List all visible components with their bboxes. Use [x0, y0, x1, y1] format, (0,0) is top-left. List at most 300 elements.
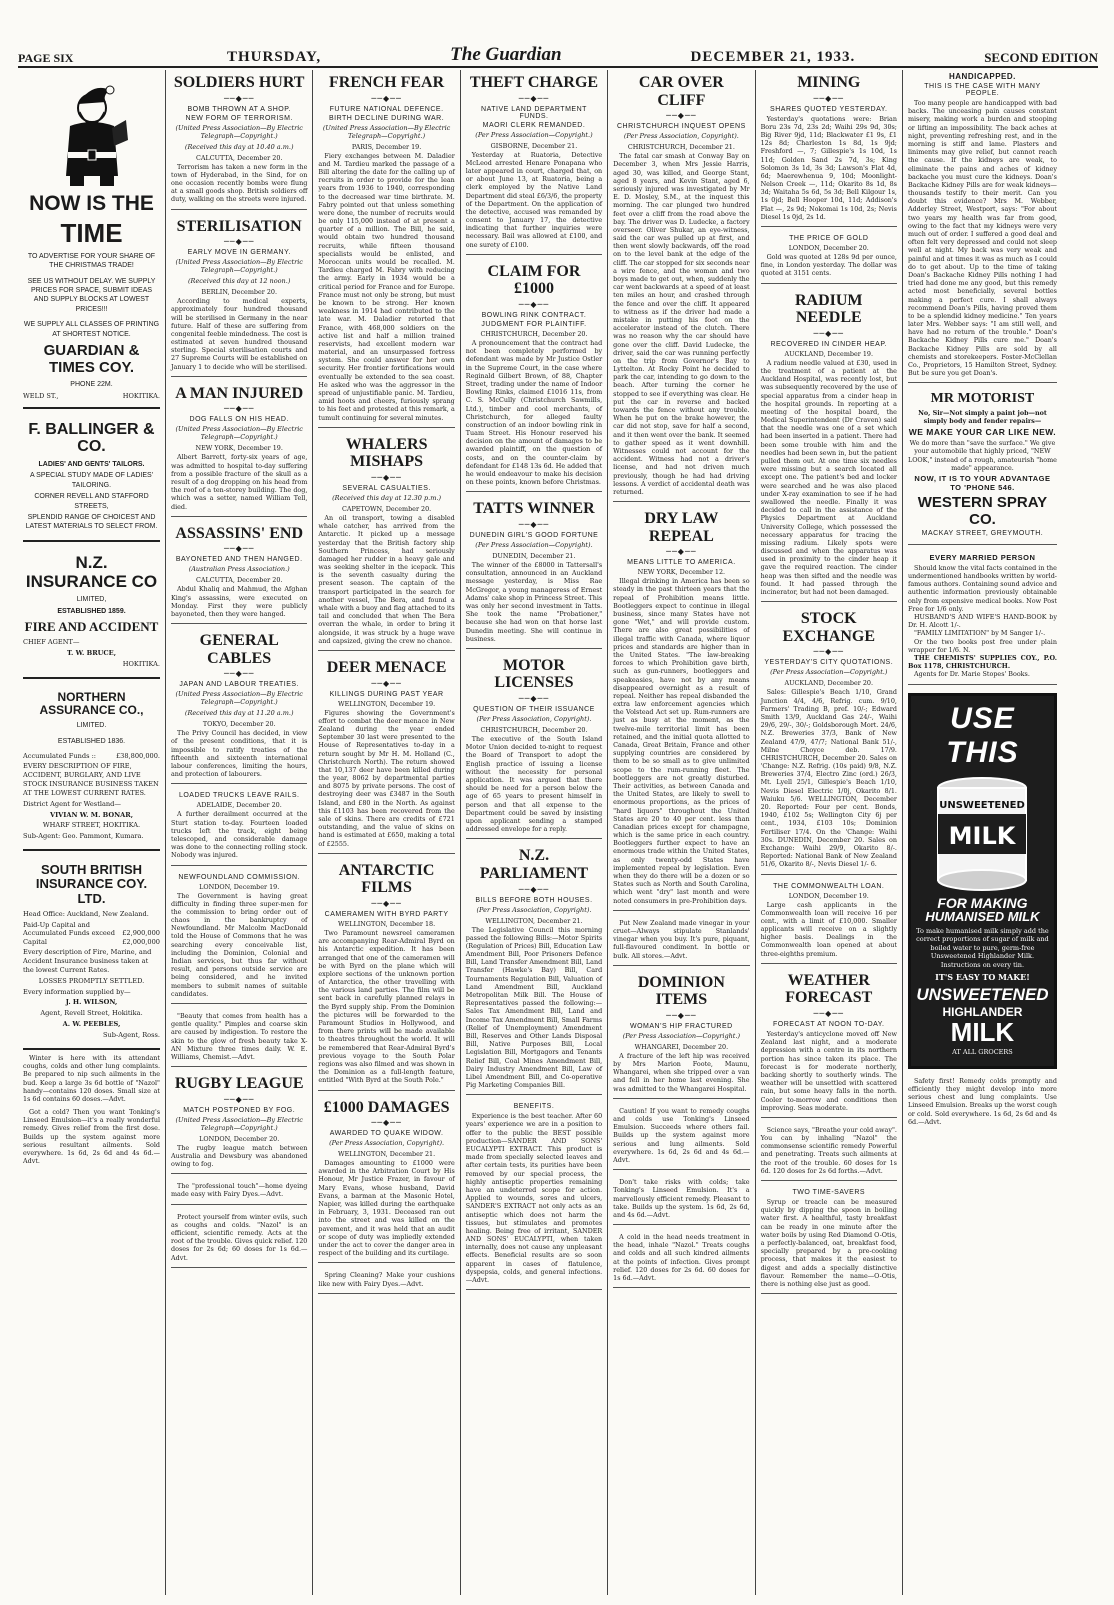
tonking-advert: Got a cold? Then you want Tonking's Linseed Emulsion—it's a really wonderful remedy. Gives relief from the first dose. Builds up the system against more serious resultant ailments. Sold everywhere. 1s 6d, 2s 6d and 4s 6d.—Advt.: [23, 1108, 160, 1166]
article-headline: STOCK EXCHANGE: [782, 610, 875, 645]
article-body: A radium needle valued at £30, used in the treatment of a patient at the Auckland Hospital, was recently lost, but was subsequently recovered by the use of special apparatus from a cinder heap in the hospital grounds. In reporting at a meeting of the hospital board, the Medical Superintendent (Dr Craven) said that the needle was one of a set which had been inserted in a patient. There had been some trouble with him and the needles had been sewn in, but the patient pulled them out. At one time six needles were missing but a search located all except one. The patient's bed and locker were searched and he was also placed under X-ray examination to see if he had swallowed the needle. Finally it was decided to call in the assistance of the Physics Department at Auckland University College, which possessed the necessary apparatus for tracing the missing radium. Likely spots were discussed and when the apparatus was used in proximity to the cinder heap it gave the required reaction. The cinder heap was then sifted and the needle was found. It had passed through the incinerator, but had not been damaged.: [760, 358, 897, 597]
headline-ornament: ──◆──: [518, 884, 550, 894]
printing-classes-text: WE SUPPLY ALL CLASSES OF PRINTING AT SHORTEST NOTICE.: [23, 321, 160, 338]
stopes-line: Agents for Dr. Marie Stopes' Books.: [913, 670, 1030, 679]
news-column-6: [756, 70, 903, 1595]
printing-advert: [23, 70, 160, 409]
article-dateline: GISBORNE, December 21.: [490, 141, 578, 150]
received-note: (Received this day at 12.30 p.m.): [332, 493, 442, 502]
article-dateline: NEW YORK, December 19.: [195, 444, 283, 453]
article-subheading: RECOVERED IN CINDER HEAP.: [770, 340, 888, 348]
headline-ornament: ──◆──: [813, 1009, 844, 1019]
time-heading: TIME: [60, 218, 123, 249]
bonar-address: WHARF STREET, HOKITIKA.: [42, 821, 141, 830]
article: [171, 1075, 307, 1174]
article-body: Figures showing the Government's effort to combat the deer menace in New Zealand during the year ended September 30 last were presented to the House of Representatives to-day in a return sought by Mr H. M. Holland (C., Christchurch North). The return showed that 10,137 deer have been killed during the year, 8062 by departmental parties and 8075 by private persons. The cost of destroying deer was £3487 in the South Island, and £80 in the North. As against this £1103 has been recovered from the sale of skins. There are credits of £721 outstanding, and the value of skins on hand is estimated at £650, making a total of £2555.: [318, 708, 455, 848]
tailor-note: A SPECIAL STUDY MADE OF LADIES' TAILORING.: [29, 472, 154, 489]
headline-ornament: ──◆──: [371, 898, 402, 908]
headline-ornament: ──◆──: [666, 111, 697, 121]
news-column-5: [608, 70, 755, 1595]
article-body: Spring Cleaning? Make your cushions like new with Fairy Dyes.—Advt.: [318, 1271, 455, 1288]
article-dateline: LONDON, December 19.: [199, 882, 280, 891]
article-body: The rugby league match between Australia and Dewsbury was abandoned owing to fog.: [171, 1143, 308, 1169]
book-2: "FAMILY LIMITATION" by M Sanger 1/-.: [913, 629, 1046, 638]
article: [761, 1126, 897, 1181]
nz-insurance-established: ESTABLISHED 1859.: [57, 607, 126, 615]
headline-ornament: ──◆──: [813, 328, 844, 338]
press-credit: (United Press Association—By Electric Telegraph—Copyright.): [322, 123, 451, 140]
received-note: (Received this day at 10.40 a.m.): [184, 142, 294, 151]
article-body: Syrup or treacle can be measured quickly by dipping the spoon in boiling water first. A healthful, tasty breakfast can be ready in one minute after the water boils by using Red Diamond O-Otis, a perfectly-balanced, oat, breakfast food, specially prepared by a pre-cooking process, that makes it the easiest to digest and adds a specially distinctive flavour. Remember the name—O-Otis, there is nothing else just as good.: [760, 1198, 897, 1288]
book-1: HUSBAND'S AND WIFE'S HAND-BOOK by Dr. H. Alcott 1/-.: [907, 613, 1057, 630]
article-subheading: MEANS LITTLE TO AMERICA.: [627, 559, 736, 567]
article: [613, 919, 749, 966]
headline-ornament: ──◆──: [223, 669, 255, 679]
article-body: The "professional touch"—home dyeing made easy with Fairy Dyes.—Advt.: [171, 1182, 308, 1199]
article-subheading: BOWLING RINK CONTRACT.: [481, 312, 587, 320]
headline-ornament: ──◆──: [518, 520, 550, 529]
article-subheading: WOMAN'S HIP FRACTURED: [630, 1022, 733, 1030]
sub-agent-line: Sub-Agent: Geo. Pammont, Kumara.: [23, 832, 144, 841]
article-dateline: WHANGAREI, December 20.: [634, 1042, 729, 1051]
article-subheading: QUESTION OF THEIR ISSUANCE: [473, 706, 595, 714]
article-subheading: EARLY MOVE IN GERMANY.: [187, 249, 291, 257]
motorist-heading: MR MOTORIST: [930, 391, 1035, 407]
article-headline: DRY LAW REPEAL: [644, 510, 719, 545]
article-body: Put New Zealand made vinegar in your cruet—Always stipulate Stanlands' vinegar when you buy. It's pure, piquant, full-flavoured condiment. In bottle or bulk. All stores.—Advt.: [613, 918, 750, 960]
headline-ornament: ──◆──: [223, 544, 255, 554]
article-body: Yesterday's quotations were: Brian Boru 23s 7d, 23s 2d; Waihi 29s 9d, 30s; Big River 9jd, 11d; Blackwater £1 9s, £1 12s 8d; Charleston 1s 8d, 1s 9jd; Freshford —, 7; Gillespie's 1s 10d, 1s 11d; Golden Sand 2s 7d, 3s; King Solomon 3s 1d, 3s 3d; Lawson's Flat 4d, 6d; Maerewhenua 9, 10d; Moonlight-Nelson Creek —, 11d; Okarito 8s 1d, 8s 3d; Waitaha 5s 6d, 5s 3d; Bell Kilgour 1s, 1s 0jd; Bell Hooper 10d, 11d; Addison's Flat —, 2s 9d; Nokomai 1s 10d, 2s; Nevis Diesel 1s 0jd, 2s 1d.: [760, 114, 897, 221]
received-note: (Received this day at 12 noon.): [188, 277, 291, 286]
married-text: Should know the vital facts contained in the undermentioned handbooks written by world-famous authors. Containing sound advice and authentic information previously obtainable only from expensive medical books. Now Post Free for 1/6 only.: [907, 563, 1057, 613]
article-body: Sales: Gillespie's Beach 1/10, Grand Junction 4/4, 4/6, Refrig. cum. 9/10, Farmers' Trading B, pref. 10/-; Edward Smith 13/9, Auckland Gas 24/-, Waihi 29/6, 29/-, 30/-; Goldsborough Mort. 24/6, N.Z. Breweries 37/3, Bank of New Zealand 47/9, 47/7; National Bank 51/-, Milne Choyce deb. 17/9. CHRISTCHURCH, December 20. Sales on 'Change: N.Z. Refrig. (10s paid) 9/8, N.Z. Breweries 37/4, Electro Zinc (ord.) 26/3, Mt. Lyell 25/1, Gillespie's Beach 1/10, Nevis Diesel Electric 1/0j, Okarito 8/1. Waiuku 5/6. WELLINGTON, December 20. Reported: Four per cent. Bonds, 1940, £102 5s; Wellington City 6j per cent., 1934, £103 10s; Dominion Fertiliser 17/4. On the 'Change: Waihi 30s. DUNEDIN, December 20. Sales on Exchange: Waihi 29/9, Okarito 8/-. Reported: National Bank of New Zealand 51/6, Okarito 8/-, Nevis Diesel 1/- 6.: [760, 688, 897, 869]
highlander-heading: HIGHLANDER: [942, 1005, 1023, 1020]
article: [761, 883, 897, 964]
article-body: Abdul Khaliq and Mahmud, the Afghan King's assassins, were executed on Monday. First they were publicly bayoneted, then they were hanged.: [171, 585, 308, 618]
funds-value: £38,800,000.: [115, 752, 160, 761]
article-headline: SOLDIERS HURT: [173, 74, 305, 91]
article: [466, 74, 602, 255]
tailors-heading: LADIES' AND GENTS' TAILORS.: [38, 460, 145, 468]
article-subheading: BOMB THROWN AT A SHOP.: [187, 105, 291, 113]
article-body: The Government is having great difficulty in finding three super-men for the commission to bring order out of chaos in the bankruptcy of Newfoundland. Mr Malcolm MacDonald told the House of Commons that he was searching every conceivable list, including the Dominion, Colonial and Indian services, but thus far without result, and persons outside service are being considered, and he invited members to submit names of suitable candidates.: [171, 891, 308, 998]
bonar-name: VIVIAN W. M. BONAR,: [49, 810, 134, 819]
article-subheading: FUTURE NATIONAL DEFENCE.: [329, 105, 444, 113]
article: [171, 792, 307, 865]
press-credit: (United Press Association—By Electric Telegraph—Copyright.): [175, 690, 303, 707]
article-subheading: SHARES QUOTED YESTERDAY.: [770, 105, 888, 113]
printer-street: WELD ST.,: [23, 391, 59, 400]
press-credit: (Per Press Association, Copyright).: [476, 715, 592, 724]
article: [171, 218, 307, 377]
article-headline: DEER MENACE: [326, 658, 447, 676]
article: [613, 1178, 749, 1225]
humanised-milk-heading: HUMANISED MILK: [925, 909, 1040, 925]
article: [761, 1189, 897, 1294]
headline-ornament: ──◆──: [223, 1094, 255, 1104]
article: [171, 74, 307, 210]
article-dateline: WELLINGTON, December 21.: [485, 916, 583, 925]
article-body: Yesterday's anticyclone moved off New Zealand last night, and a moderate depression with a centre in its northern portion has since taken its place. The forecast is for moderate northerly, backing shortly to southerly winds. The weather will be unsettled with scattered rain, but some heavy falls in the north. Cooler to-morrow and conditions then improving. Seas moderate.: [760, 1030, 897, 1112]
headline-ornament: ──◆──: [223, 93, 255, 103]
chemists-supplies: THE CHEMISTS' SUPPLIES COY., P.O. Box 1178, CHRISTCHURCH.: [907, 653, 1057, 671]
paidup-value: £2,900,000: [122, 928, 160, 937]
northern-name: NORTHERN ASSURANCE CO.,: [39, 689, 144, 717]
headline-ornament: ──◆──: [666, 1010, 697, 1020]
press-credit: (United Press Association—By Electric Telegraph—Copyright.): [175, 1115, 303, 1132]
milk-heading: MILK: [950, 1017, 1015, 1048]
article: [318, 74, 454, 428]
article-dateline: CHRISTCHURCH, December 21.: [627, 143, 735, 152]
article-subheading: DUNEDIN GIRL'S GOOD FORTUNE: [469, 532, 599, 539]
article-body: According to medical experts, approximately four hundred thousand will be sterilised in Germany in the near future. Half of these are suffering from congenital feeble mindedness. The cost is estimated at seven hundred thousand sterling. Special sterilisation courts and 27 Supreme Courts will be established on January 1 to decide who will be sterilised.: [171, 297, 308, 371]
article-dateline: LONDON, December 20.: [199, 1134, 280, 1143]
article-subheading: THE COMMONWEALTH LOAN.: [773, 882, 885, 890]
article-dateline: AUCKLAND, December 20.: [784, 679, 874, 688]
press-credit: (United Press Association—By Electric Telegraph—Copyright.): [175, 123, 303, 140]
article-subheading: LOADED TRUCKS LEAVE RAILS.: [178, 792, 300, 800]
now-is-the-heading: NOW IS THE: [29, 192, 154, 215]
highlander-milk-advert: [908, 693, 1057, 1069]
article-body: Fiery exchanges between M. Daladier and M. Tardieu marked the passage of a Bill altering the date for the calling up of recruits in order to provide for the lean years from 1936 to 1940, corresponding to the decreased war time birthrate. M. Fabry pointed out that unless something were done, the number of recruits would be only 115,000 instead of at present a quarter of a million. The Bill, he said, would obtain two hundred thousand recruits, while fifteen thousand specialists would be enlisted, and Moroccan units would be recalled. M. Tardieu charged M. Fabry with reducing the army. Early in 1934 would be a critical period for France and for Europe. France must not only be strong, but must be known to be strong. Her known weakness in 1914 had contributed to the late war. M. Daladier retorted that France, with 468,000 soldiers on the active list and half a million trained reservists, had excellent modern war material, and an unsurpassed fortress system. She could answer for her own security. Her frontier fortifications would eventually be extended to the sea coast. He asked who was the aggressor in the spread of unjustifiable panic. M. Tardieu, amid hoots and cheers, furiously sprang to his feet and protested at this remark, a tumult continuing for several minutes.: [318, 151, 455, 422]
article-dateline: WELLINGTON, December 19.: [338, 699, 436, 708]
article: [466, 657, 602, 839]
article: [613, 1107, 749, 1170]
article-dateline: PARIS, December 19.: [351, 142, 422, 151]
fire-accident-heading: FIRE AND ACCIDENT: [24, 619, 159, 635]
bruce-town: HOKITIKA.: [122, 659, 160, 668]
article-subheading: YESTERDAY'S CITY QUOTATIONS.: [764, 659, 894, 667]
columns: [18, 70, 1098, 1595]
funds-label: Accumulated Funds ::: [23, 752, 97, 761]
article-body: Two Paramount newsreel cameramen are accompanying Rear-Admiral Byrd on his Antarctic expedition. It has been arranged that one of the cameramen will be with Byrd on the plane which will explore sections of the unknown portion of Antarctica, the other travelling with the various land parties. The film will be sent back in carefully planned relays in the Byrd supply ship. From the Dominion the pictures will be forwarded to the Paramount Studios in Hollywood, and from there prints will be made available to theatres throughout the world. It will be remembered that Rear-Admiral Byrd's previous voyage to the South Polar regions was also filmed and was shown in the Dominion as a full-length feature, entitled "With Byrd at the South Pole.": [318, 928, 455, 1085]
news-column-4: [461, 70, 608, 1595]
article-headline: MINING: [797, 74, 861, 91]
northern-established: ESTABLISHED 1836.: [57, 737, 126, 745]
article-headline: RUGBY LEAGUE: [174, 1075, 304, 1093]
article-dateline: CALCUTTA, December 20.: [195, 153, 283, 162]
funds-row: [23, 752, 160, 760]
handicapped-heading: HANDICAPPED.: [949, 72, 1016, 81]
article-body: The Legislative Council this morning passed the following Bills:—Motor Spirits (Regulation of Prices) Bill, Education Law Amendment Bill, Poor Prisoners Defence Bill, Land Transfer Amendment Bill, Land Transfer (Hawke's Bay) Bill, Card Tournaments Regulation Bill, Valuation of Land Amendment Bill, Auckland Metropolitan Milk Bill. The House of Representatives passed the following:—Sales Tax Amendment Bill, Land and Income Tax Amendment Bill, Small Farms (Relief of Unemployment) Amendment Bill, Reserves and Other Lands Disposal Bill, Native Purposes Bill, Local Legislation Bill, Mortgagors and Tenants Relief Bill, Coal Mines Amendment Bill, Dairy Industry Amendment Bill, Law of Libel Amendment Bill, and Co-operative Pig Marketing Companies Bill.: [465, 925, 603, 1090]
article: [171, 632, 307, 784]
wilson-address: Agent, Revell Street, Hokitika.: [40, 1009, 143, 1018]
article-dateline: LONDON, December 20.: [788, 244, 869, 253]
article: [318, 436, 454, 651]
article-dateline: LONDON, December 19.: [788, 891, 869, 900]
headline-ornament: ──◆──: [371, 678, 402, 688]
western-spray-name: WESTERN SPRAY CO.: [917, 493, 1048, 528]
article-dateline: WELLINGTON, December 18.: [338, 919, 436, 928]
article: [761, 610, 897, 874]
chief-agent-label: CHIEF AGENT—: [23, 638, 80, 647]
press-credit: (Per Press Association, Copyright).: [329, 1139, 445, 1148]
article-subheading: SEVERAL CASUALTIES.: [342, 484, 431, 492]
article-body: Large cash applicants in the Commonwealth loan will receive 16 per cent., with a limit of £10,000. Smaller applicants will receive on a slightly higher basis. Dealings in the Commonwealth loan opened at about three-eighths premium.: [760, 900, 897, 958]
paidup-label: Paid-Up Capital and Accumulated Funds exceed: [23, 920, 115, 937]
tailor-range: SPLENDID RANGE OF CHOICEST AND LATEST MATERIALS TO SELECT FROM.: [25, 514, 158, 531]
can-label-milk: MILK: [949, 821, 1016, 850]
masthead-date: DECEMBER 21, 1933.: [690, 49, 856, 65]
press-credit: (Per Press Association, Copyright).: [623, 132, 739, 141]
article-headline: THEFT CHARGE: [469, 74, 599, 91]
ballinger-name: F. BALLINGER & CO.: [28, 420, 155, 456]
article-dateline: BERLIN, December 20.: [201, 288, 278, 297]
article: [761, 74, 897, 227]
capital-row: [23, 938, 160, 946]
article-body: "Beauty that comes from health has a gentle quality." Pimples and coarse skin are caused by indigestion. To restore the skin to the glow of fresh beauty take X-AN Mixture three times daily. W. E. Williams, Chemist.—Advt.: [171, 1011, 308, 1061]
article-subheading: BENEFITS.: [513, 1103, 555, 1111]
article-subheading: MATCH POSTPONED BY FOG.: [183, 1106, 296, 1114]
use-this-heading: USE THIS: [946, 701, 1019, 769]
article-body: Experience is the best teacher. After 60 years' experience we are in a position to offer to the public the BEST possible production—SANDER AND SONS' EUCALYPTI EXTRACT. This product is made from specially selected leaves and after certain tests, its purities have been removed by our special process, the highly antiseptic properties remaining have an undeterred scope for action. Applied to wounds, sores and ulcers, SANDER'S EXTRACT not only acts as an antiseptic which does not harm the tissues, but stimulates and promotes healing. Being free of irritant, SANDER AND SONS' EUCALYPTI, when taken internally, does not cause any unpleasant effects. Beneficial results are so soon apparent in cases of flatulence, dyspepsia, colds, and general infections.—Advt.: [465, 1112, 603, 1284]
article-headline: ASSASSINS' END: [175, 524, 303, 542]
article-subheading: FORECAST AT NOON TO-DAY.: [773, 1021, 885, 1029]
article-dateline: ADELAIDE, December 20.: [196, 801, 282, 810]
at-all-grocers: AT ALL GROCERS: [952, 1048, 1013, 1057]
article: [761, 235, 897, 284]
northern-limited: LIMITED.: [76, 722, 107, 730]
article-subheading: NATIVE LAND DEPARTMENT FUNDS.: [481, 105, 587, 120]
information-line: Every information supplied by—: [23, 987, 131, 996]
article-headline: WHALERS MISHAPS: [345, 435, 428, 471]
married-person-advert: [908, 553, 1057, 685]
article-body: Illegal drinking in America has been so steady in the past thirteen years that the repeal of Prohibition means little. Bootleggers expect to continue in illegal business, since many States have not gone "Wet," and will provide custom. There are also great possibilities of illegal traffic with Canada, where liquor prices and standards are higher than in the United States. "The law-breaking forces to which Prohibition gave birth, such as gun-runners, bootleggers and speakeasies, have not by any means disappeared overnight as a result of repeal. Neither has repeal disbanded the extra law enforcement agencies which the Volstead Act set up. Rum-runners are just as busy at the moment, as the twelve-mile territorial limit has been retained, and the initial quota allotted to Canada, Great Britain, France and other supplying countries are considered by them to be so small as to give unlimited scope to the rum-running fleet. The bootleggers are not greatly disturbed. Their activities, as between Canada and the United States, are likely to swell to enormous proportions, as the prices of "hard liquors" throughout the United States are 20 to 40 per cent. less than Canadian prices except for champagne, which is the same price in each country. Bootleggers further expect to have an enormous trade within the United States, as only twenty-odd States have implemented repeal by legislation. Even when they do there will be a dozen or so States such as North and South Carolina, which went "dry" last month and were noted consumers in pre-Prohibition days.: [613, 577, 750, 905]
paper-name: The Guardian: [450, 44, 562, 65]
article-body: A pronouncement that the contract had not been completely performed by defendant was made by Mr Justice Ostler in the Supreme Court, in the case where Reginald Gilbert Brown, of 88, Chapter Street, trading under the name of Indoor Bowling Rinks, claimed £1016 11s, from C. S. McCully (Christchurch Sawmills, Ltd.), timber and cool merchants, of Christchurch, for alleged faulty construction of an indoor bowling rink in Tuam Street. His Honour reserved his decision on the amount of damages to be awarded plaintiff, on the question of costs, and on the counter-claim by defendant for £148 13s 6d. He added that he would endeavour to make his decision on these points, known before Christmas.: [465, 339, 603, 487]
article-headline: A MAN INJURED: [175, 384, 304, 402]
headline-ornament: ──◆──: [518, 694, 550, 704]
article-dateline: CALCUTTA, December 20.: [195, 576, 283, 585]
easy-to-make: IT'S EASY TO MAKE!: [935, 972, 1030, 983]
article-body: Damages amounting to £1000 were awarded in the Arbitration Court by His Honour, Mr Justice Frazer, in favour of Mary Evans, whose husband, David Evans, a barman at the Masonic Hotel, Napier, was killed during the earthquake in February, 3, 1931. Deceased ran out into the street and was killed on the pavement, and it was held that an audit or scope of duty was impliedly extended under the act to cover the danger area in respect of the building and its curtilage.: [318, 1159, 455, 1258]
masthead: [18, 44, 1098, 68]
article-subheading: TWO TIME-SAVERS: [792, 1189, 866, 1197]
press-credit: (United Press Association—By Electric Telegraph—Copyright.): [175, 258, 303, 275]
district-agent-label: District Agent for Westland—: [23, 799, 121, 808]
article-headline: CAR OVER CLIFF: [638, 74, 724, 109]
article: [466, 500, 602, 648]
article-headline: DOMINION ITEMS: [637, 973, 725, 1009]
press-credit: (Per Press Association—Copyright.): [770, 668, 888, 677]
article-subheading: AWARDED TO QUAKE WIDOW.: [329, 1130, 444, 1138]
losses-line: LOSSES PROMPTLY SETTLED.: [38, 976, 145, 985]
article-body: Protect yourself from winter evils, such as coughs and colds. "Nazol" is an efficient, scientific remedy. Acts at the root of the trouble. Gives quick relief. 120 doses for 2s 6d; 60 doses for 1s 6d.—Advt.: [171, 1212, 308, 1262]
unsweetened-heading: UNSWEETENED: [916, 985, 1049, 1005]
article: [613, 510, 749, 911]
article-headline: TATTS WINNER: [473, 500, 595, 518]
article-dateline: NEW YORK, December 12.: [637, 568, 726, 577]
article-dateline: WELLINGTON, December 21.: [338, 1150, 436, 1159]
article: [171, 385, 307, 517]
article-headline: MOTOR LICENSES: [494, 656, 574, 692]
ballinger-advert: [23, 413, 160, 542]
south-british-advert: [23, 855, 160, 1050]
article: [171, 874, 307, 1004]
printer-address: [23, 392, 160, 400]
article-subheading: CHRISTCHURCH INQUEST OPENS: [616, 123, 746, 131]
article: [761, 972, 897, 1118]
santa-claus-icon: [52, 80, 132, 188]
article-body: Gold was quoted at 128s 9d per ounce, fine, in London yesterday. The dollar was quoted at 3151 cents.: [760, 253, 897, 278]
press-credit: (Per Press Association—Copyright).: [475, 541, 593, 549]
nz-insurance-name: N.Z. INSURANCE CO: [25, 552, 158, 591]
article-body: Yesterday at Ruatoria, Detective McLeod arrested Henare Ponapana who later appeared in court, charged that, on or about June 13, at Ruatoria, being a clerk employed by the Native Land Department did steal £6/3/6, the property of the Department. On the application of the detective, accused was remanded by consent to January 17, the detective indicating that further inquiries were necessary. Bail was allowed at £100, and one surety of £100.: [465, 150, 603, 249]
printer-town: HOKITIKA.: [122, 391, 160, 400]
printer-phone: PHONE 22M.: [70, 381, 113, 389]
news-column-3: [313, 70, 460, 1595]
book-note: Or the two books post free under plain wrapper for 1/6. N.: [907, 637, 1057, 654]
article-body: The fatal car smash at Conway Bay on December 3, when Mrs Jessie Harris, aged 30, was killed, and George Stant, aged 8 years, and Kevin Stant, aged 6, seriously injured was investigated by Mr E. D. Mosley, S.M., at the inquest this morning. The car plunged two hundred feet over a cliff from the road above the bay. The driver was D. Ludecke, a factory overseer. Oliver Shukar, an eye-witness, said the car was pulled up at first, and then went slowly backwards, off the road on to the level bank at the edge of the cliff. The car stopped for six seconds near a wire fence, and the woman and two boys made to get out, when, suddenly the car went backwards at a speed of at least ten miles an hour, and crashed through the fence and over the cliff. It appeared to witness as if the driver had made a mistake in putting his foot on the accelerator instead of the clutch. There was no reason why the car should have gone over the cliff. David Ludecke, the driver, said the car was running perfectly on the trip from Governor's Bay to Lyttelton. At Rocky Point he decided to park the car, intending to go down to the beach. After turning the corner he stopped to see if everything was clear. He put the car in reverse and backed towards the fence without any trouble. When he put on the brake however, the car did not stop, save for half a second, and it then went over the bank. It seemed to gather speed as it went downhill. Witnesses could not account for the accident. Witness had not a driver's license, and had not driven much previously, though he had had driving lessons. A verdict of accidental death was returned.: [613, 152, 750, 496]
news-column-2: [166, 70, 313, 1595]
article-body: Science says, "Breathe your cold away". You can by inhaling "Nazol" the commonsense scientific remedy Powerful and penetrating. Treats such ailments at the root of the trouble. 60 doses for 1s 6d. 120 doses for 2s 6d forths.—Advt.: [760, 1125, 897, 1175]
article-headline: CLAIM FOR £1000: [487, 262, 581, 298]
article: [318, 659, 454, 854]
article: [318, 1271, 454, 1293]
capital-value: £2,000,000: [122, 937, 160, 946]
peebles-address: Sub-Agent, Ross.: [103, 1031, 160, 1040]
article: [613, 74, 749, 502]
article-headline: N.Z. PARLIAMENT: [479, 847, 589, 882]
headline-ornament: ──◆──: [371, 93, 402, 103]
press-credit: (United Press Association—By Electric Telegraph—Copyright.): [175, 425, 303, 442]
press-credit: (Per Press Association, Copyright).: [476, 905, 592, 914]
article-subheading: JUDGMENT FOR PLAINTIFF.: [481, 321, 587, 329]
northern-assurance-advert: [23, 683, 160, 851]
article: [318, 862, 454, 1091]
article-subheading: KILLINGS DURING PAST YEAR: [329, 690, 444, 698]
article-dateline: CAPETOWN, December 20.: [341, 504, 432, 513]
article-subheading: DOG FALLS ON HIS HEAD.: [189, 416, 289, 424]
doans-text: Too many people are handicapped with bad backs. The unceasing pain causes constant misery, making work a burden and stooping or lifting an impossibility. The back aches at night, preventing refreshing rest, and in the morning is stiff and lame. Plasters and liniments may give relief, but cannot reach the cause. If the kidneys are weak, to eliminate the pains and aches of kidney backache you must cure the kidneys. Doan's Backache Kidney Pills are for weak kidneys—thousands testify to their merit. Can you doubt this evidence? Mrs M. Webber, Adderley Street, Westport, says: "For about two years my health was far from good, owing to the fact that my kidneys were very much out of order. I suffered a good deal and often felt very depressed and could not sleep well at night. My back was very weak and painful and at times it was as much as I could do to get about. Up to the time of taking Doan's Backache Kidney Pills nothing I had tried had done me any good, but this remedy acted most beneficially, several bottles making a perfect cure. I shall always recommend Doan's Pills, having proved them to be a splendid kidney medicine." Ten years later Mrs. Webber says: "I am still well, and have had no return of the trouble." Doan's Backache Kidney Pills cure me." Doan's Backache Kidney Pills are sold by all chemists and storekeepers. Foster-McClellan Co., Proprietors, 15 Hamilton Street, Sydney. But be sure you get Doan's.: [907, 99, 1057, 378]
motorist-line-3: We do more than "save the surface." We give your automobile that highly priced, "NEW LOOK," instead of a rough, amateurish "home made" appearance.: [907, 439, 1057, 472]
christmas-trade-text: TO ADVERTISE FOR YOUR SHARE OF THE CHRISTMAS TRADE!: [27, 252, 156, 270]
article: [171, 525, 307, 624]
article-dateline: AUCKLAND, December 19.: [784, 349, 874, 358]
article-body: A further derailment occurred at the Sturt station to-day. Fourteen loaded trucks left the track, eight being telescoped, and considerable damage was done to the connecting rolling stock. Nobody was injured.: [171, 810, 308, 860]
western-spray-address: MACKAY STREET, GREYMOUTH.: [921, 529, 1044, 537]
article: [171, 1213, 307, 1268]
head-office-line: Head Office: Auckland, New Zealand.: [23, 910, 149, 919]
right-ads-column: [903, 70, 1062, 1595]
headline-ornament: ──◆──: [813, 647, 844, 657]
article: [613, 1233, 749, 1288]
safety-first-advert: Safety first! Remedy colds promptly and efficiently they might develop into more serious chest and lung complaints. Use Linseed Emulsion. Breaks up the worst cough or cold. Sold everywhere. 1s 6d, 2s 6d and 4s 6d.—Advt.: [907, 1076, 1057, 1126]
page-number: PAGE SIX: [18, 51, 74, 65]
article: [318, 1099, 454, 1264]
milk-instructions: To make humanised milk simply add the correct proportions of sugar of milk and boiled water to pure, germ-free Unsweetened Highlander Milk. Instructions on every tin.: [916, 926, 1049, 969]
motorist-phone: NOW, IT IS TO YOUR ADVANTAGE TO 'PHONE 546.: [914, 473, 1051, 492]
press-credit: (Per Press Association—Copyright.): [622, 1031, 741, 1040]
motorist-line-2: WE MAKE YOUR CAR LIKE NEW.: [908, 427, 1057, 438]
handicapped-subheading: THIS IS THE CASE WITH MANY PEOPLE.: [924, 83, 1041, 97]
article-dateline: CHRISTCHURCH, December 20.: [480, 330, 588, 339]
article-subheading: NEWFOUNDLAND COMMISSION.: [178, 873, 301, 881]
motorist-line-1: No, Sir—Not simply a paint job—not simply body and fender repairs—: [918, 408, 1047, 425]
peebles-name: A. W. PEEBLES,: [62, 1020, 121, 1029]
press-credit: (Australian Press Association.): [188, 565, 290, 574]
headline-ornament: ──◆──: [223, 237, 255, 247]
winter-advert: Winter is here with its attendant coughs, colds and other lung complaints. Be prepared to nip such ailments in the bud. Keep a large 3s 6d bottle of "Nazol" handy—contains 120 doses. Small size at 1s 6d contains 60 doses.—Advt.: [23, 1053, 160, 1103]
article-subheading: BILLS BEFORE BOTH HOUSES.: [475, 896, 593, 904]
left-ads-column: [18, 70, 166, 1595]
press-credit: (Per Press Association—Copyright.): [475, 130, 593, 139]
article: [466, 263, 602, 493]
article: [466, 1103, 602, 1290]
headline-ornament: ──◆──: [518, 300, 550, 310]
article-headline: WEATHER FORECAST: [785, 971, 873, 1007]
guardian-times-name: GUARDIAN & TIMES COY.: [43, 342, 140, 376]
see-us-text: SEE US WITHOUT DELAY. WE SUPPLY PRICES FOR SPACE, SUBMIT IDEAS AND SUPPLY BLOCKS AT LOWEST PRICES!!!: [27, 277, 156, 313]
south-british-description: Every description of Fire, Marine, and Accident Insurance business taken at the lowest Current Rates.: [23, 947, 152, 974]
motorist-advert: [908, 391, 1057, 545]
article-subheading: JAPAN AND LABOUR TREATIES.: [179, 681, 299, 689]
for-making-heading: FOR MAKING: [937, 894, 1028, 911]
article-headline: STERILISATION: [176, 217, 302, 235]
south-british-name: SOUTH BRITISH INSURANCE COY. LTD.: [35, 862, 148, 906]
article-body: Don't take risks with colds; take Tonking's Linseed Emulsion. It's a marvellously efficient remedy. Pleasant to take. Builds up the system. 1s 6d, 2s 6d, and 4s 6d.—Advt.: [613, 1178, 750, 1219]
headline-ornament: ──◆──: [223, 404, 255, 414]
article-headline: GENERAL CABLES: [199, 632, 279, 667]
article-body: An oil transport, towing a disabled whale catcher, has arrived from the Antarctic. It picked up a message yesterday that the British factory ship Southern Princess, had seriously damaged her rudder in a heavy gale and was seeking shelter in the icepack. This is the seventh casualty during the present season. The captain of the transport participated in the search for another vessel, The Bera, and found a whale with a buoy and flag attached to its tail and concluded that when The Bera overran the whale, in order to bring it alongside, it was struck by a huge wave and capsized, giving the crew no chance.: [318, 513, 455, 645]
married-heading: EVERY MARRIED PERSON: [929, 552, 1036, 562]
article: [171, 1012, 307, 1067]
article-subheading: NEW FORM OF TERRORISM.: [185, 114, 293, 122]
bruce-name: T. W. BRUCE,: [67, 649, 116, 658]
can-label-unsweetened: UNSWEETENED: [939, 799, 1026, 811]
wilson-name: J. H. WILSON,: [65, 998, 118, 1007]
article-body: Terrorism has taken a new form in the town of Hyderabad, in the Sind, for on one occasion recently bombs were flung at a small goods shop. British soldiers off duty, walking on the streets were injured.: [171, 162, 308, 204]
headline-ornament: ──◆──: [371, 472, 402, 482]
masthead-day: THURSDAY,: [226, 49, 322, 65]
article-body: The executive of the South Island Motor Union decided to-night to request the Board of Transport to adopt the English practice of issuing a license without the necessity for personal application. It was argued that there should be need for a person below the age of 65 years to present himself in person and that all expense to the Department could be saved by insisting upon applicant sending a stamped addressed envelope for a reply.: [465, 735, 603, 834]
article-subheading: THE PRICE OF GOLD: [789, 235, 869, 243]
edition-label: SECOND EDITION: [984, 50, 1098, 65]
milk-can-icon: [922, 774, 1042, 892]
paidup-row: [23, 921, 160, 937]
article: [613, 974, 749, 1099]
headline-ornament: ──◆──: [666, 547, 697, 557]
received-note: (Received this day at 11.20 a.m.): [184, 709, 294, 718]
article-headline: £1000 DAMAGES: [323, 1098, 450, 1116]
headline-ornament: ──◆──: [518, 93, 550, 103]
article-subheading: MAORI CLERK REMANDED.: [482, 121, 586, 129]
article-body: The winner of the £8000 in Tattersall's consultation, announced in an Auckland message yesterday, is Miss Rae McGregor, a young manageress of Ernest Adams' cake shop in Princess Street. This was only her second investment in Tatts. She took the name "Probationer," because she had won on that horse last Dunedin meeting. She will continue in business.: [465, 561, 603, 643]
article-subheading: BAYONETED AND THEN HANGED.: [175, 556, 303, 564]
article-subheading: BIRTH DECLINE DURING WAR.: [328, 114, 445, 122]
article-headline: FRENCH FEAR: [329, 74, 445, 91]
doans-advert: [908, 72, 1057, 383]
article: [171, 1182, 307, 1204]
nz-insurance-advert: [23, 546, 160, 679]
article-dateline: CHRISTCHURCH, December 20.: [480, 726, 588, 735]
headline-ornament: ──◆──: [813, 93, 844, 103]
article-dateline: DUNEDIN, December 21.: [492, 552, 576, 560]
headline-ornament: ──◆──: [371, 1118, 402, 1128]
article-body: A fracture of the left hip was received by Mrs Marion Foote, Maunu, Whangarei, when she tripped over a van and fell in her home last evening. She was admitted to the Whangarei Hospital.: [613, 1051, 750, 1093]
article-body: A cold in the head needs treatment in the head, inhale "Nazol." Treats coughs and colds and all such kindred ailments at the points of infection. Gives prompt relief. 120 doses for 2s 6d. 60 doses for 1s 6d.—Advt.: [613, 1233, 750, 1282]
capital-label: Capital: [23, 937, 47, 946]
tailor-address: CORNER REVELL AND STAFFORD STREETS,: [34, 493, 149, 510]
article-body: Caution! If you want to remedy coughs and colds use Tonking's Linseed Emulsion. Succeeds where others fail. Builds up the system against more serious and lung ailments. Sold everywhere. 1s 6d, 2s 6d and 4s 6d.—Advt.: [613, 1106, 750, 1164]
article-body: The Privy Council has decided, in view of the present conditions, that it is impossible to ratify treaties of the fifteenth and sixteenth international labour conferences, limiting the hours, and protection of labourers.: [171, 729, 308, 779]
article-body: Albert Barrett, forty-six years of age, was admitted to hospital to-day suffering from a possible fracture of the skull as a result of a dog dropping on his head from the roof of a ten-storey building. The dog, which was a setter, named William Tell, died.: [171, 453, 308, 511]
article: [761, 292, 897, 603]
northern-description: EVERY DESCRIPTION OF FIRE, ACCIDENT, BURGLARY, AND LIVE STOCK INSURANCE BUSINESS TAKEN AT THE LOWEST CURRENT RATES.: [23, 762, 159, 797]
article: [466, 847, 602, 1095]
article-dateline: TOKYO, December 20.: [202, 720, 276, 729]
article-headline: ANTARCTIC FILMS: [338, 861, 435, 897]
